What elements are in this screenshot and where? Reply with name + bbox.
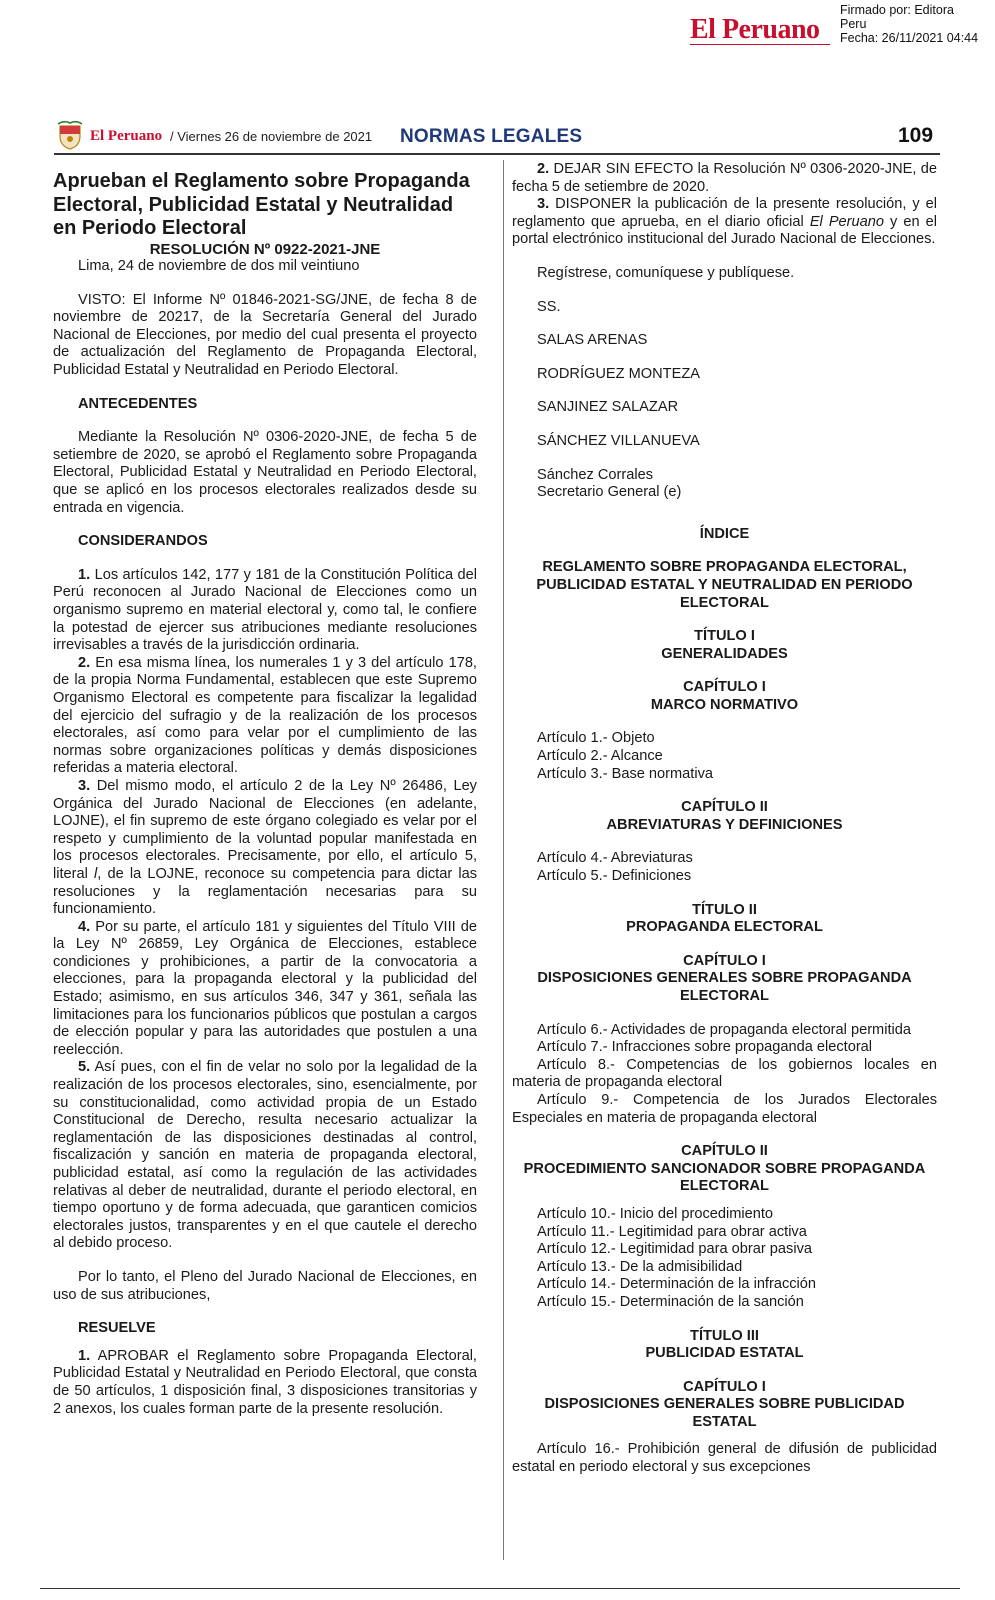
signature-line-1: Firmado por: Editora bbox=[840, 3, 954, 17]
considerando-2-number: 2. bbox=[78, 654, 91, 671]
toc-article-14: Artículo 14.- Determinación de la infracción bbox=[537, 1276, 817, 1293]
antecedentes-heading: ANTECEDENTES bbox=[78, 395, 198, 412]
toc-article-9: Artículo 9.- Competencia de los Jurados Electorales Especiales en materia de propaganda electoral bbox=[512, 1091, 937, 1126]
toc-article-6: Artículo 6.- Actividades de propaganda electoral permitida bbox=[537, 1021, 911, 1038]
t1-capitulo-2-name: ABREVIATURAS Y DEFINICIONES bbox=[606, 816, 843, 833]
signature-line-3: Fecha: 26/11/2021 04:44 bbox=[840, 31, 979, 45]
toc-article-13: Artículo 13.- De la admisibilidad bbox=[537, 1258, 743, 1275]
titulo-1-name: GENERALIDADES bbox=[661, 645, 788, 662]
considerando-4-text: Por su parte, el artículo 181 y siguientes del Título VIII de la Ley Nº 26859, Ley Orgánica de Elecciones, establece condiciones y prohibiciones, a partir de la convocatoria a elecciones, para la propaganda electoral y la publicidad del Estado; asimismo, en sus artículos 346, 347 y 361, señala las limitaciones para los funcionarios públicos que postulan a cargos de elección popular y para las autoridades que postulen a una reelección. bbox=[53, 918, 477, 1058]
toc-article-7: Artículo 7.- Infracciones sobre propaganda electoral bbox=[537, 1039, 873, 1056]
column-divider bbox=[503, 160, 504, 1560]
ss-line: SS. bbox=[537, 298, 561, 315]
t2-capitulo-1-name: DISPOSICIONES GENERALES SOBRE PROPAGANDA ELECTORAL bbox=[537, 970, 912, 1004]
resuelve-2 bbox=[512, 161, 937, 196]
resuelve-3-text-a: DISPONER la publicación de la presente resolución, y el reglamento que aprueba, en el diario oficial bbox=[512, 196, 938, 230]
resuelve-3-number: 3. bbox=[537, 196, 550, 213]
el-peruano-logo: El Peruano bbox=[690, 14, 820, 45]
titulo-2-name: PROPAGANDA ELECTORAL bbox=[626, 919, 823, 936]
por-lo-tanto-paragraph: Por lo tanto, el Pleno del Jurado Nacional de Elecciones, en uso de sus atribuciones, bbox=[53, 1268, 477, 1303]
visto-paragraph: VISTO: El Informe Nº 01846-2021-SG/JNE, de fecha 8 de noviembre de 20217, de la Secretaría General del Jurado Nacional de Elecciones, por medio del cual presenta el proyecto de actualización del Reglamento de Propaganda Electoral, Publicidad Estatal y Neutralidad en Periodo Electoral. bbox=[53, 291, 477, 379]
resuelve-heading: RESUELVE bbox=[78, 1320, 156, 1337]
toc-article-2: Artículo 2.- Alcance bbox=[537, 748, 663, 765]
digital-signature-block bbox=[840, 3, 978, 45]
right-column bbox=[512, 161, 937, 1477]
t1-capitulo-1: CAPÍTULO I bbox=[683, 679, 766, 696]
logo-underline bbox=[690, 44, 830, 48]
article-title: Aprueban el Reglamento sobre Propaganda Electoral, Publicidad Estatal y Neutralidad en Periodo Electoral bbox=[53, 170, 470, 239]
toc-article-10: Artículo 10.- Inicio del procedimiento bbox=[537, 1205, 774, 1222]
footer-divider bbox=[40, 1588, 960, 1589]
header-divider bbox=[54, 153, 940, 155]
considerando-1-number: 1. bbox=[78, 566, 91, 583]
toc-article-1: Artículo 1.- Objeto bbox=[537, 730, 655, 747]
indice-heading: ÍNDICE bbox=[699, 525, 750, 542]
signature-line-2: Peru bbox=[840, 17, 867, 31]
t3-capitulo-1-name: DISPOSICIONES GENERALES SOBRE PUBLICIDAD ESTATAL bbox=[544, 1396, 905, 1430]
regulation-title: REGLAMENTO SOBRE PROPAGANDA ELECTORAL, PUBLICIDAD ESTATAL Y NEUTRALIDAD EN PERIODO ELECTORAL bbox=[536, 559, 913, 611]
toc-article-4: Artículo 4.- Abreviaturas bbox=[537, 850, 693, 867]
titulo-3: TÍTULO III bbox=[690, 1327, 759, 1344]
secretary-name: Sánchez Corrales bbox=[537, 466, 653, 483]
considerando-3-literal: l bbox=[94, 865, 98, 882]
toc-article-16: Artículo 16.- Prohibición general de difusión de publicidad estatal en periodo electoral y sus excepciones bbox=[512, 1441, 937, 1476]
resuelve-2-number: 2. bbox=[537, 161, 550, 177]
t1-capitulo-1-name: MARCO NORMATIVO bbox=[650, 696, 799, 713]
left-column bbox=[53, 170, 477, 1418]
considerando-2-text: En esa misma línea, los numerales 1 y 3 del artículo 178, de la propia Norma Fundamental, establecen que este Supremo Organismo Electoral es competente para fiscalizar la legalidad del ejercicio del sufragio y de la realización de los procesos electorales, así como para velar por el cumplimiento de las normas sobre organizaciones políticas y demás disposiciones referidas a materia electoral. bbox=[53, 654, 477, 777]
considerando-1 bbox=[53, 567, 477, 655]
resuelve-1-number: 1. bbox=[78, 1347, 91, 1364]
toc-article-15: Artículo 15.- Determinación de la sanción bbox=[537, 1293, 804, 1310]
considerando-5-text: Así pues, con el fin de velar no solo por la legalidad de la realización de los procesos electorales, sino, esencialmente, por su constitucionalidad, como actividad propia de un Estado Constitucional de Derecho, resulta necesario actualizar la reglamentación de las disposiciones destinadas al control, fiscalización y sanción en materia de propaganda electoral, publicidad estatal, así como la regulación de las actividades relativas al deber de neutralidad, durante el periodo electoral, en tiempo oportuno y de forma adecuada, que garanticen comicios electorales justos, transparentes y en el que cautele el derecho al debido proceso. bbox=[53, 1059, 477, 1252]
header-brand: El Peruano bbox=[90, 128, 163, 144]
signatory-3: SANJINEZ SALAZAR bbox=[537, 399, 679, 416]
registrese-line: Regístrese, comuníquese y publíquese. bbox=[537, 264, 795, 281]
resuelve-1 bbox=[53, 1348, 477, 1418]
resuelve-2-text: DEJAR SIN EFECTO la Resolución Nº 0306-2020-JNE, de fecha 5 de setiembre de 2020. bbox=[512, 161, 937, 195]
toc-article-5: Artículo 5.- Definiciones bbox=[537, 868, 692, 885]
resuelve-3 bbox=[512, 196, 937, 249]
considerando-4-number: 4. bbox=[78, 918, 91, 935]
coat-of-arms-icon bbox=[56, 120, 84, 150]
considerandos-heading: CONSIDERANDOS bbox=[78, 533, 208, 550]
considerando-4 bbox=[53, 919, 477, 1060]
signatory-1: SALAS ARENAS bbox=[537, 332, 648, 349]
considerando-3 bbox=[53, 778, 477, 919]
toc-article-11: Artículo 11.- Legitimidad para obrar activa bbox=[537, 1223, 807, 1240]
titulo-1: TÍTULO I bbox=[694, 628, 755, 645]
considerando-5 bbox=[53, 1059, 477, 1253]
considerando-3-text-a: Del mismo modo, el artículo 2 de la Ley Nº 26486, Ley Orgánica del Jurado Nacional de Elecciones (en adelante, LOJNE), el fin supremo de este órgano colegiado es velar por el respeto y cumplimiento de la voluntad popular manifestada en los procesos electorales. Precisamente, por ello, el artículo 5, literal bbox=[53, 777, 477, 882]
t1-capitulo-2: CAPÍTULO II bbox=[681, 799, 768, 816]
resuelve-3-newspaper: El Peruano bbox=[809, 213, 884, 230]
t2-capitulo-2-name: PROCEDIMIENTO SANCIONADOR SOBRE PROPAGANDA ELECTORAL bbox=[523, 1160, 926, 1195]
secretary-title: Secretario General (e) bbox=[537, 484, 682, 501]
antecedentes-paragraph: Mediante la Resolución Nº 0306-2020-JNE, de fecha 5 de setiembre de 2020, se aprobó el Reglamento sobre Propaganda Electoral, Publicidad Estatal y Neutralidad en Periodo Electoral, que se aplicó en los procesos electorales realizados desde su entrada en vigencia. bbox=[53, 429, 477, 516]
t2-capitulo-2: CAPÍTULO II bbox=[681, 1143, 768, 1160]
t3-capitulo-1: CAPÍTULO I bbox=[683, 1378, 766, 1395]
resuelve-1-text: APROBAR el Reglamento sobre Propaganda Electoral, Publicidad Estatal y Neutralidad en Periodo Electoral, que consta de 50 artículos, 1 disposición final, 3 disposiciones transitorias y 2 anexos, los cuales forman parte de la presente resolución. bbox=[53, 1347, 477, 1417]
toc-article-12: Artículo 12.- Legitimidad para obrar pasiva bbox=[537, 1241, 812, 1258]
signatory-2: RODRÍGUEZ MONTEZA bbox=[537, 365, 700, 382]
toc-article-3: Artículo 3.- Base normativa bbox=[537, 765, 714, 782]
titulo-3-name: PUBLICIDAD ESTATAL bbox=[645, 1345, 804, 1362]
page-number: 109 bbox=[898, 124, 934, 147]
place-date: Lima, 24 de noviembre de dos mil veintiuno bbox=[78, 258, 360, 275]
t2-capitulo-1: CAPÍTULO I bbox=[683, 952, 766, 969]
considerando-1-text: Los artículos 142, 177 y 181 de la Constitución Política del Perú reconocen al Jurado Nacional de Elecciones como un organismo supremo en material electoral y, como tal, le confiere la potestad de ejercer sus atribuciones mediante resoluciones irrevisables a través de la jurisdicción ordinaria. bbox=[53, 566, 477, 654]
considerando-3-text-b: , de la LOJNE, reconoce su competencia para dictar las resoluciones y la reglamentación necesarias para su funcionamiento. bbox=[53, 865, 477, 918]
considerando-5-number: 5. bbox=[78, 1059, 91, 1076]
resuelve-3-text-b: y en el portal electrónico institucional del Jurado Nacional de Elecciones. bbox=[512, 213, 937, 248]
considerando-3-number: 3. bbox=[78, 777, 91, 794]
header-section-title: NORMAS LEGALES bbox=[400, 126, 583, 147]
considerando-2 bbox=[53, 655, 477, 778]
header-date: / Viernes 26 de noviembre de 2021 bbox=[170, 129, 373, 144]
titulo-2: TÍTULO II bbox=[692, 901, 757, 918]
resolution-number: RESOLUCIÓN Nº 0922-2021-JNE bbox=[149, 240, 381, 258]
toc-article-8: Artículo 8.- Competencias de los gobiernos locales en materia de propaganda electoral bbox=[512, 1056, 937, 1091]
signatory-4: SÁNCHEZ VILLANUEVA bbox=[537, 432, 700, 449]
